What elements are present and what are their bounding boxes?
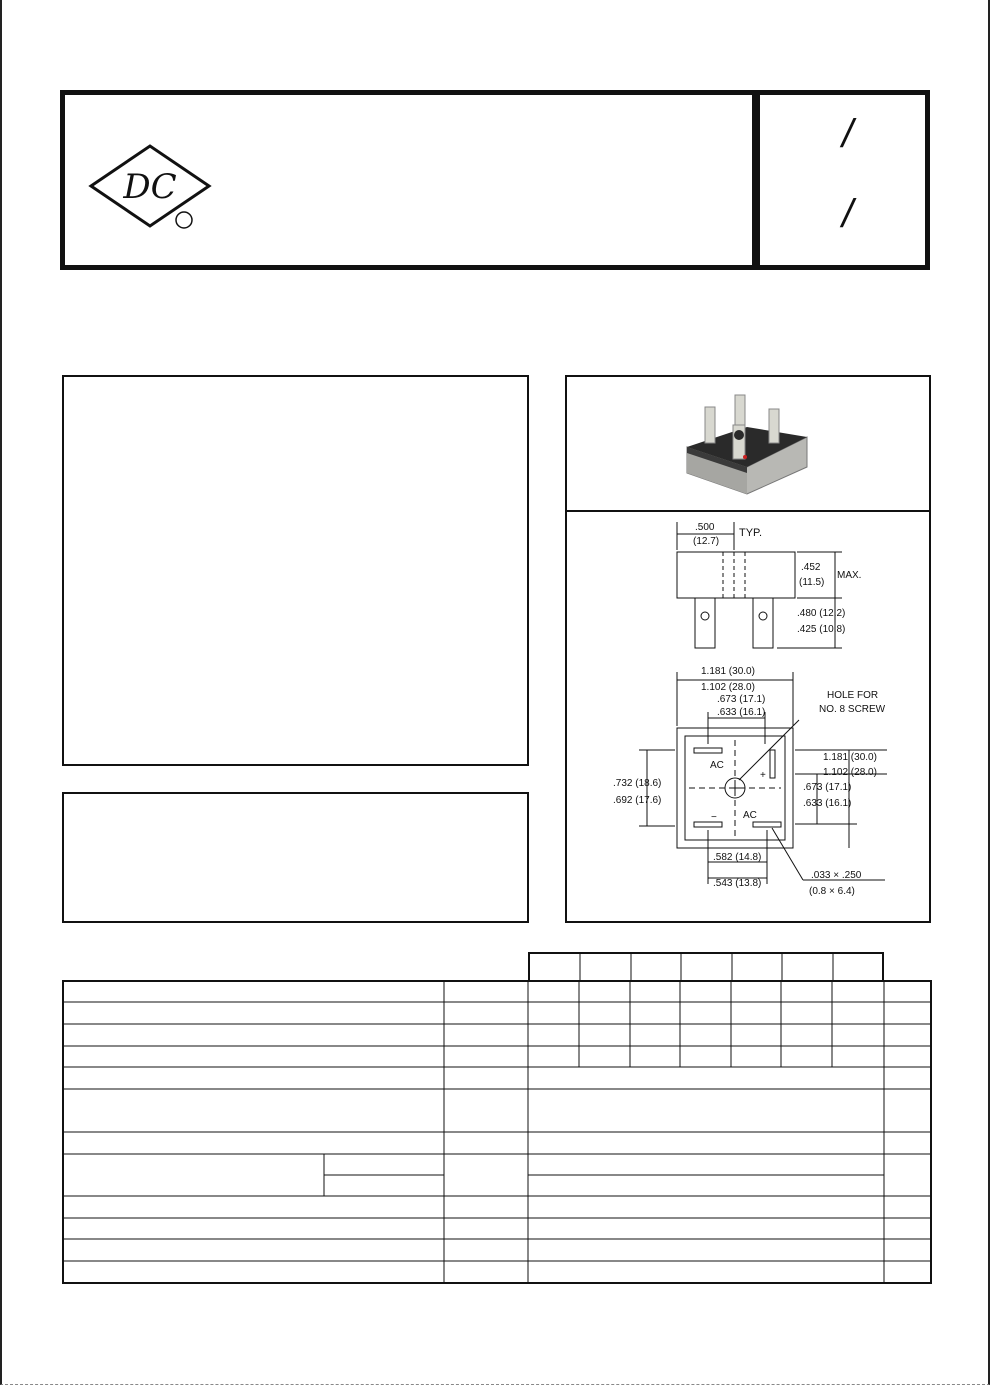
registered-mark — [176, 212, 192, 228]
label-ac-2: AC — [743, 810, 757, 821]
dim-height-mm: (11.5) — [799, 577, 825, 588]
dim-inner-max: .673 (17.1) — [717, 694, 766, 705]
dim-left-min: .692 (17.6) — [613, 795, 662, 806]
dim-height-min: 1.102 (28.0) — [823, 767, 877, 778]
dim-hole-note-1: HOLE FOR — [827, 690, 879, 701]
dim-pitch-mm: (12.7) — [693, 536, 720, 547]
logo-initials: DC — [123, 167, 177, 207]
ratings-table — [62, 980, 932, 1284]
label-ac-1: AC — [710, 760, 724, 771]
dim-terminal-in: .033 × .250 — [811, 870, 862, 881]
dim-height: .452 — [801, 562, 821, 573]
bridge-rectifier-photo — [677, 389, 817, 504]
dim-width-max: 1.181 (30.0) — [701, 666, 755, 677]
dim-left-max: .732 (18.6) — [613, 778, 662, 789]
package-photo-box — [565, 375, 931, 512]
label-plus: + — [760, 770, 766, 781]
part-range-slash-top: / — [842, 112, 854, 156]
part-range-slash-bottom: / — [842, 192, 854, 236]
dim-height-note: MAX. — [837, 570, 862, 581]
dim-lead-max: .480 (12.2) — [797, 608, 846, 619]
dim-terminal-mm: (0.8 × 6.4) — [809, 886, 855, 897]
company-logo — [88, 143, 213, 233]
dim-pitch-note: TYP. — [739, 527, 763, 539]
dim-width-min: 1.102 (28.0) — [701, 682, 755, 693]
dim-height-max: 1.181 (30.0) — [823, 752, 877, 763]
label-minus: − — [711, 812, 717, 823]
mechanical-data-box — [62, 792, 529, 923]
dim-lead-min: .425 (10.8) — [797, 624, 846, 635]
features-box — [62, 375, 529, 766]
dim-bottom-max: .582 (14.8) — [713, 852, 762, 863]
dimension-drawing — [567, 512, 929, 921]
dimension-drawing-box — [565, 510, 931, 923]
dim-pitch: .500 — [695, 522, 715, 533]
dim-inner-min: .633 (16.1) — [717, 707, 766, 718]
dim-bottom-min: .543 (13.8) — [713, 878, 762, 889]
dim-inner-h-min: .633 (16.1) — [803, 798, 852, 809]
dim-inner-h-max: .673 (17.1) — [803, 782, 852, 793]
model-header-row — [528, 952, 884, 982]
header-divider — [752, 90, 760, 270]
dim-hole-note-2: NO. 8 SCREW — [819, 704, 886, 715]
